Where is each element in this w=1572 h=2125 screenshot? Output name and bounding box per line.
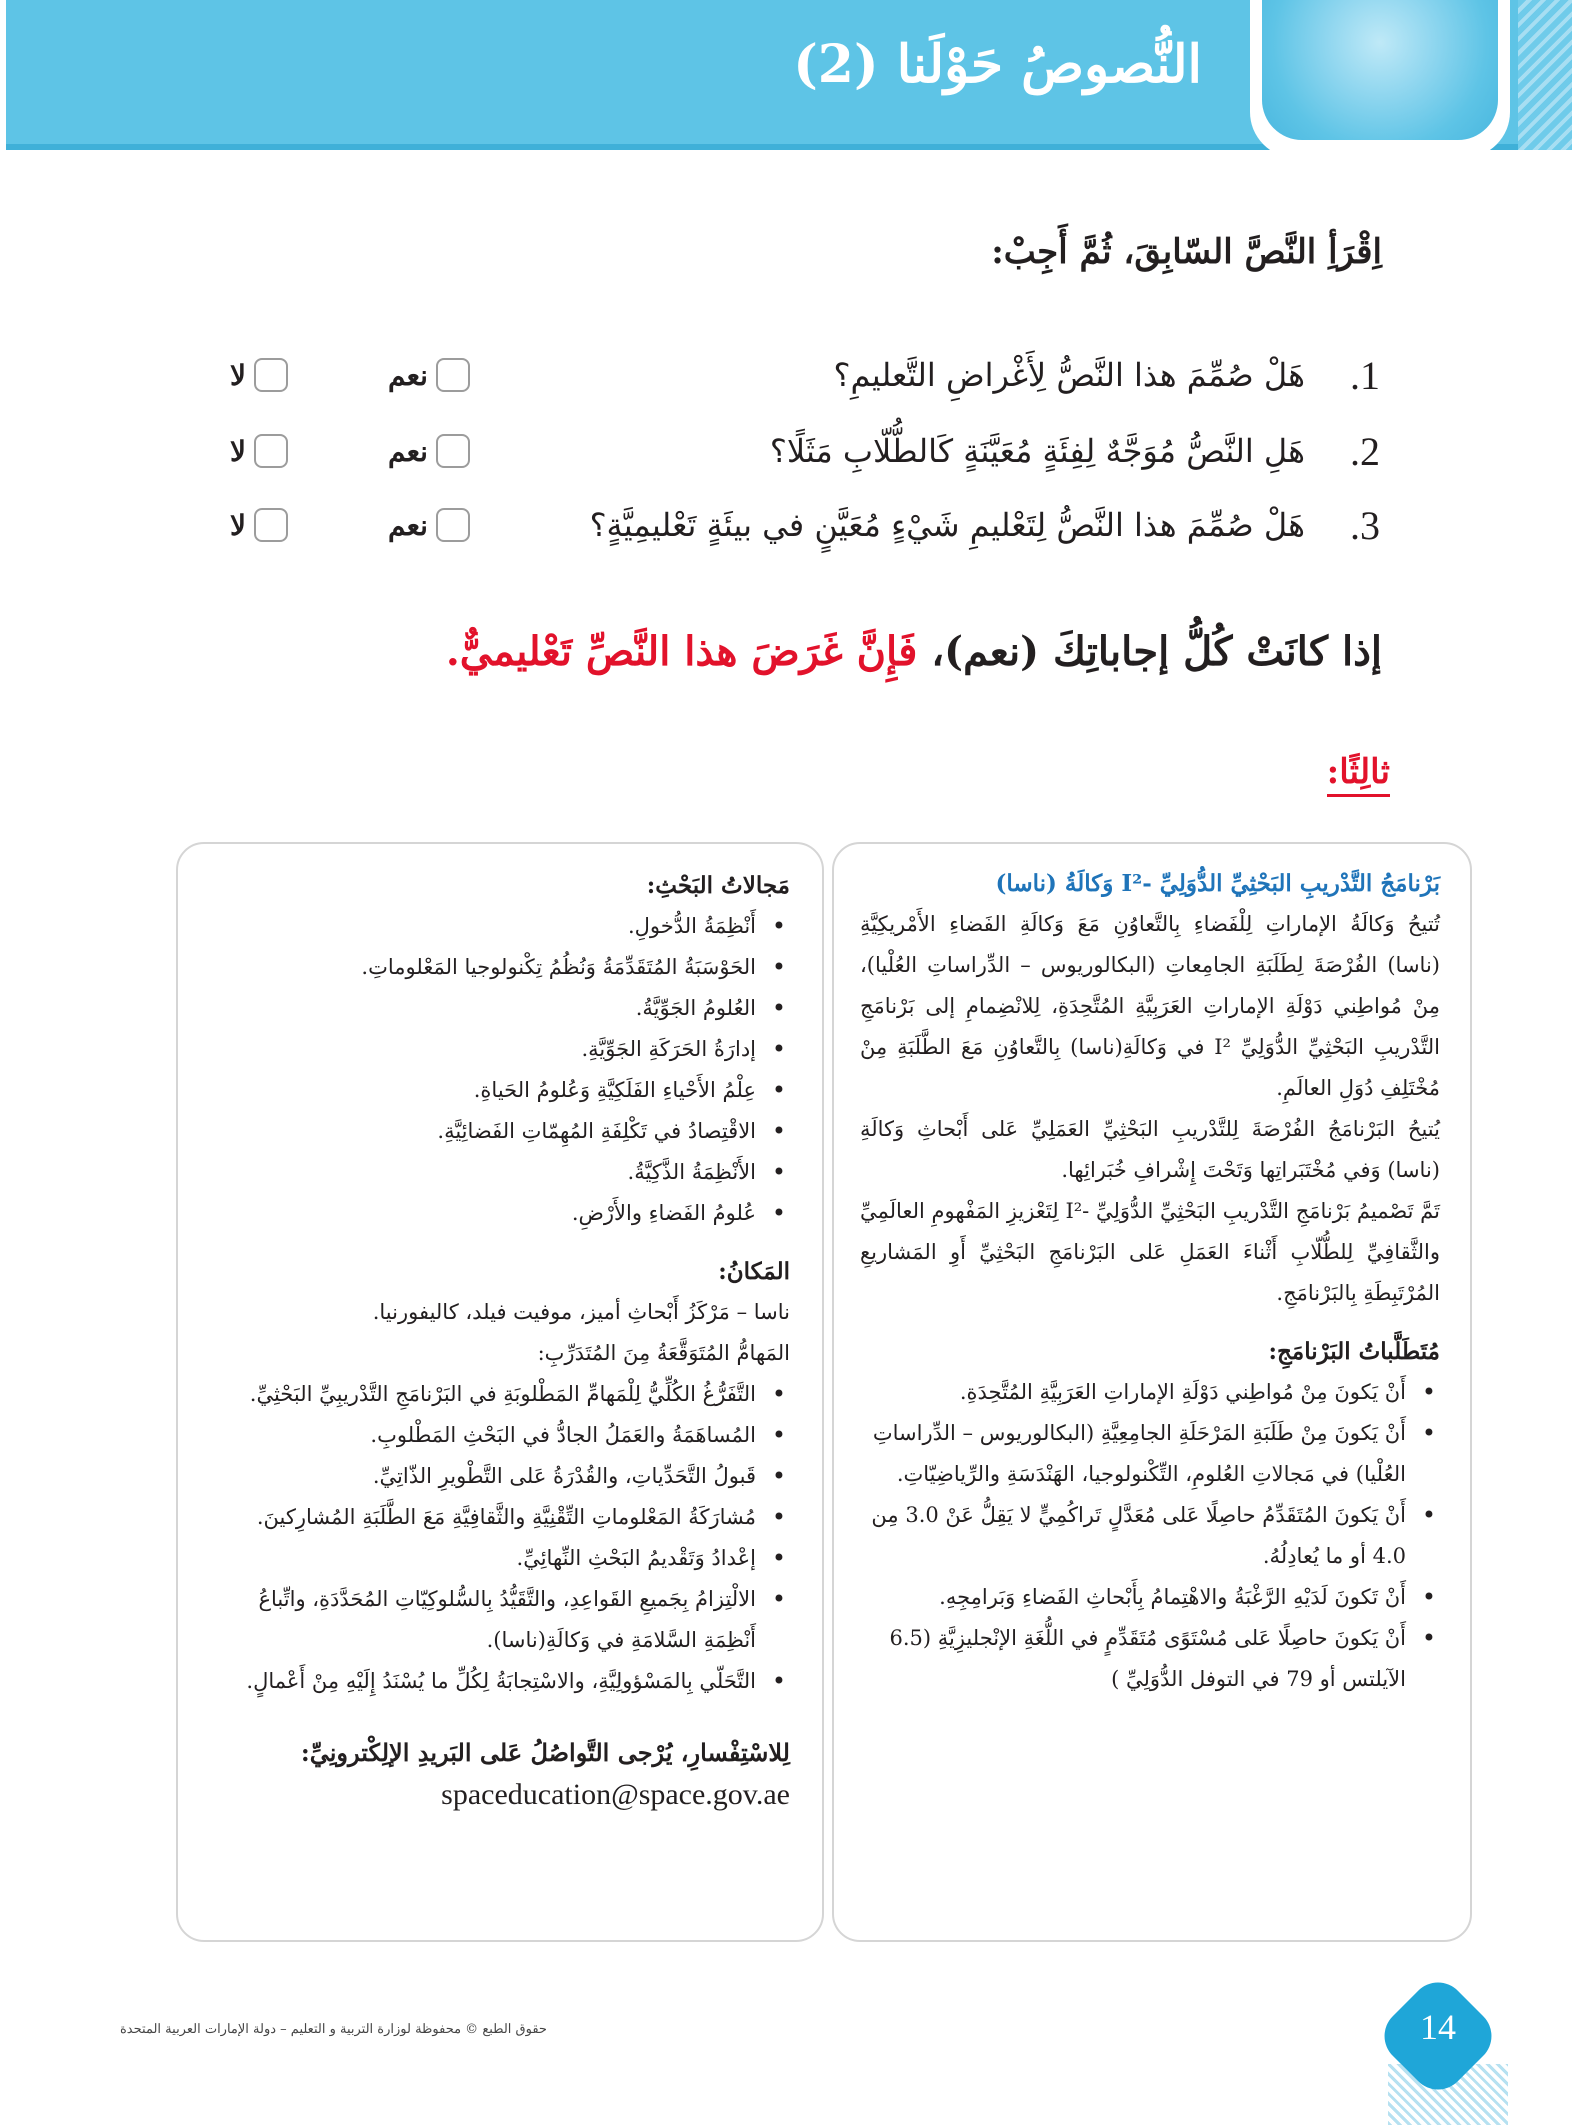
header-decorative-disc <box>1262 0 1498 140</box>
no-label: لا <box>230 358 246 392</box>
page-title: النُّصوصُ حَوْلَنا (2) <box>793 34 1202 95</box>
list-item: • العُلومُ الجَوِّيَّةُ. <box>204 988 790 1029</box>
conclusion-text <box>446 628 1382 675</box>
yes-option[interactable] <box>388 508 470 542</box>
list-item: • أَنْ يَكونَ مِنْ طَلَبَةِ المَرْحَلَةِ الجامِعِيَّةِ (البكالوريوس – الدِّراساتِ العُلْيا) في مَجالاتِ العُلومِ، التِّكْنولوجيا، الهَنْدَسَةِ والرِّياضِيّاتِ. <box>860 1413 1440 1495</box>
tasks-title: المَهامُّ المُتَوَقَّعَةُ مِنَ المُتَدَرِّبِ: <box>537 1341 790 1365</box>
question-text: هَلِ النَّصُّ مُوَجَّهٌ لِفِئَةٍ مُعَيَّنَةٍ كَالطُّلّابِ مَثَلًا؟ <box>769 432 1305 470</box>
no-label: لا <box>230 434 246 468</box>
program-title: بَرْنامَجُ التَّدْريبِ البَحْثِيِّ الدُّوَلِيِّ -I² وَكالَةُ (ناسا) <box>995 870 1440 897</box>
list-item: • عِلْمُ الأَحْياءِ الفَلَكِيَّةِ وَعُلومُ الحَياةِ. <box>204 1070 790 1111</box>
no-checkbox[interactable] <box>254 434 288 468</box>
list-item: • أَنْ يَكونَ المُتَقَدِّمُ حاصِلًا عَلى مُعَدَّلٍ تَراكُمِيٍّ لا يَقِلُّ عَنْ 3.0 مِن 4.0 أو ما يُعادِلُهُ. <box>860 1495 1440 1577</box>
list-item: • إعْدادُ وَتَقْديمُ البَحْثِ النِّهائِيِّ. <box>204 1538 790 1579</box>
list-item: • عُلومُ الفَضاءِ والأَرْضِ. <box>204 1193 790 1234</box>
yes-checkbox[interactable] <box>436 434 470 468</box>
list-item: • المُساهَمَةُ والعَمَلُ الجادُّ في البَحْثِ المَطْلوبِ. <box>204 1415 790 1456</box>
list-item: • أَنْظِمَةُ الدُّخولِ. <box>204 906 790 947</box>
question-row-3 <box>220 502 1380 558</box>
program-paragraph-1: تُتيحُ وَكالَةُ الإماراتِ لِلْفَضاءِ بِالتَّعاوُنِ مَعَ وَكالَةِ الفَضاءِ الأَمْريكِيَّةِ (ناسا) الفُرْصَةَ لِطَلَبَةِ الجامِعاتِ (البكالوريوس – الدِّراساتِ العُلْيا)، مِنْ مُواطِني دَوْلَةِ الإماراتِ العَرَبِيَّةِ المُتَّحِدَةِ، لِلانْضِمامِ إلى بَرْنامَجِ التَّدْريبِ البَحْثِيِّ الدُّوَلِيِّ I² في وَكالَةِ(ناسا) بِالتَّعاوُنِ مَعَ الطَّلَبَةِ مِنْ مُخْتَلِفِ دُوَلِ العالَمِ. <box>860 912 1440 1100</box>
program-paragraph-2: يُتيحُ البَرْنامَجُ الفُرْصَةَ لِلتَّدْريبِ البَحْثِيِّ العَمَلِيِّ عَلى أَبْحاثِ وَكالَةِ (ناسا) وَفي مُخْتَبَراتِها وَتَحْتَ إِشْرافِ خُبَرائِها. <box>860 1117 1440 1182</box>
section-label: ثالِثًا: <box>1327 752 1390 797</box>
tasks-list <box>204 1374 790 1702</box>
yes-option[interactable] <box>388 358 470 392</box>
yes-checkbox[interactable] <box>436 508 470 542</box>
list-item: • مُشارَكَةُ المَعْلوماتِ التِّقْنِيَّةِ والثَّقافِيَّةِ مَعَ الطَّلَبَةِ المُشارِكينَ. <box>204 1497 790 1538</box>
header-pattern-strip <box>1518 0 1572 150</box>
fields-title: مَجالاتُ البَحْثِ: <box>646 872 790 899</box>
list-item: • التَّحَلّي بِالمَسْؤولِيَّةِ، والاسْتِجابَةُ لِكُلِّ ما يُسْنَدُ إِلَيْهِ مِنْ أَعْمالٍ. <box>204 1661 790 1702</box>
yes-option[interactable] <box>388 434 470 468</box>
list-item: • إدارَةُ الحَرَكَةِ الجَوِّيَّةِ. <box>204 1029 790 1070</box>
question-row-1 <box>220 352 1380 408</box>
conclusion-part-1: إذا كانَتْ كُلُّ إجاباتِكَ (نعم)، <box>931 628 1382 675</box>
list-item: • أَنْ يَكونَ مِنْ مُواطِني دَوْلَةِ الإماراتِ العَرَبِيَّةِ المُتَّحِدَةِ. <box>860 1372 1440 1413</box>
requirements-list <box>860 1372 1440 1700</box>
question-row-2 <box>220 428 1380 484</box>
no-option[interactable] <box>230 358 288 392</box>
conclusion-part-2: فَإِنَّ غَرَضَ هذا النَّصِّ تَعْليميٌّ. <box>445 628 918 675</box>
list-item: • الحَوْسَبَةُ المُتَقَدِّمَةُ وَنُظُمُ تِكْنولوجيا المَعْلوماتِ. <box>204 947 790 988</box>
program-paragraph-3: تَمَّ تَصْميمُ بَرْنامَجِ التَّدْريبِ البَحْثِيِّ الدُّوَلِيِّ -I² لِتَعْزيزِ المَفْهومِ العالَمِيِّ والثَّقافِيِّ لِلطُّلّابِ أَثْناءَ العَمَلِ عَلى البَرْنامَجِ البَحْثِيِّ أَوِ المَشاريعِ المُرْتَبِطَةِ بِالبَرْنامَجِ. <box>860 1199 1440 1305</box>
header-tab <box>1250 0 1510 158</box>
instruction-text: اِقْرَأِ النَّصَّ السّابِقَ، ثُمَّ أَجِبْ: <box>991 232 1382 272</box>
list-item: • الالْتِزامُ بِجَميعِ القَواعِدِ، والتَّقَيُّدُ بِالسُّلوكِيّاتِ المُحَدَّدَةِ، واتِّباعُ أَنْظِمَةِ السَّلامَةِ في وَكالَةِ(ناسا). <box>204 1579 790 1661</box>
place-title: المَكانُ: <box>718 1258 790 1285</box>
yes-label: نعم <box>388 434 428 468</box>
yes-label: نعم <box>388 508 428 542</box>
contact-label: لِلاسْتِفْسارِ، يُرْجى التَّواصُلُ عَلى البَريدِ الإلِكْترونِيِّ: <box>300 1738 790 1767</box>
list-item: • أَنْ يَكونَ حاصِلًا عَلى مُسْتَوًى مُتَقَدِّمٍ في اللُّغَةِ الإنْجليزِيَّةِ (6.5 الآيلتس أو 79 في التوفل الدُّوَلِيِّ ) <box>860 1618 1440 1700</box>
list-item: • التَّفَرُّغُ الكُلِّيُّ لِلْمَهامِّ المَطْلوبَةِ في البَرْنامَجِ التَّدْريبِيِّ البَحْثِيِّ. <box>204 1374 790 1415</box>
list-item: • الاقْتِصادُ في تَكْلِفَةِ المُهِمّاتِ الفَضائِيَّةِ. <box>204 1111 790 1152</box>
question-text: هَلْ صُمِّمَ هذا النَّصُّ لِتَعْليمِ شَيْءٍ مُعَيَّنٍ في بيئَةٍ تَعْليمِيَّةٍ؟ <box>589 506 1305 544</box>
yes-label: نعم <box>388 358 428 392</box>
question-text: هَلْ صُمِّمَ هذا النَّصُّ لِأَغْراضِ التَّعليمِ؟ <box>833 356 1305 394</box>
question-number: 1. <box>1350 353 1380 398</box>
page-number-badge <box>1378 1976 1498 2096</box>
list-item: • الأَنْظِمَةُ الذَّكِيَّةُ. <box>204 1152 790 1193</box>
no-label: لا <box>230 508 246 542</box>
no-option[interactable] <box>230 434 288 468</box>
no-checkbox[interactable] <box>254 508 288 542</box>
program-info-card <box>832 842 1472 1942</box>
fields-list <box>204 906 790 1234</box>
page-number: 14 <box>1420 2007 1456 2047</box>
list-item: • قَبولُ التَّحَدِّياتِ، والقُدْرَةُ عَلى التَّطْويرِ الذّاتِيِّ. <box>204 1456 790 1497</box>
place-text: ناسا – مَرْكَزُ أَبْحاثِ أميز، موفيت فيلد، كاليفورنيا. <box>372 1300 790 1324</box>
no-option[interactable] <box>230 508 288 542</box>
list-item: • أَنْ تَكونَ لَدَيْهِ الرَّغْبَةُ والاهْتِمامُ بِأَبْحاثِ الفَضاءِ وَبَرامِجِهِ. <box>860 1577 1440 1618</box>
research-info-card <box>176 842 824 1942</box>
contact-email[interactable]: spaceducation@space.gov.ae <box>441 1778 790 1811</box>
requirements-title: مُتَطَلَّباتُ البَرْنامَجِ: <box>1268 1338 1440 1365</box>
question-number: 2. <box>1350 429 1380 474</box>
yes-checkbox[interactable] <box>436 358 470 392</box>
copyright-footer: حقوق الطبع © محفوظة لوزارة التربية و التعليم – دولة الإمارات العربية المتحدة <box>120 2022 547 2037</box>
no-checkbox[interactable] <box>254 358 288 392</box>
question-number: 3. <box>1350 503 1380 548</box>
